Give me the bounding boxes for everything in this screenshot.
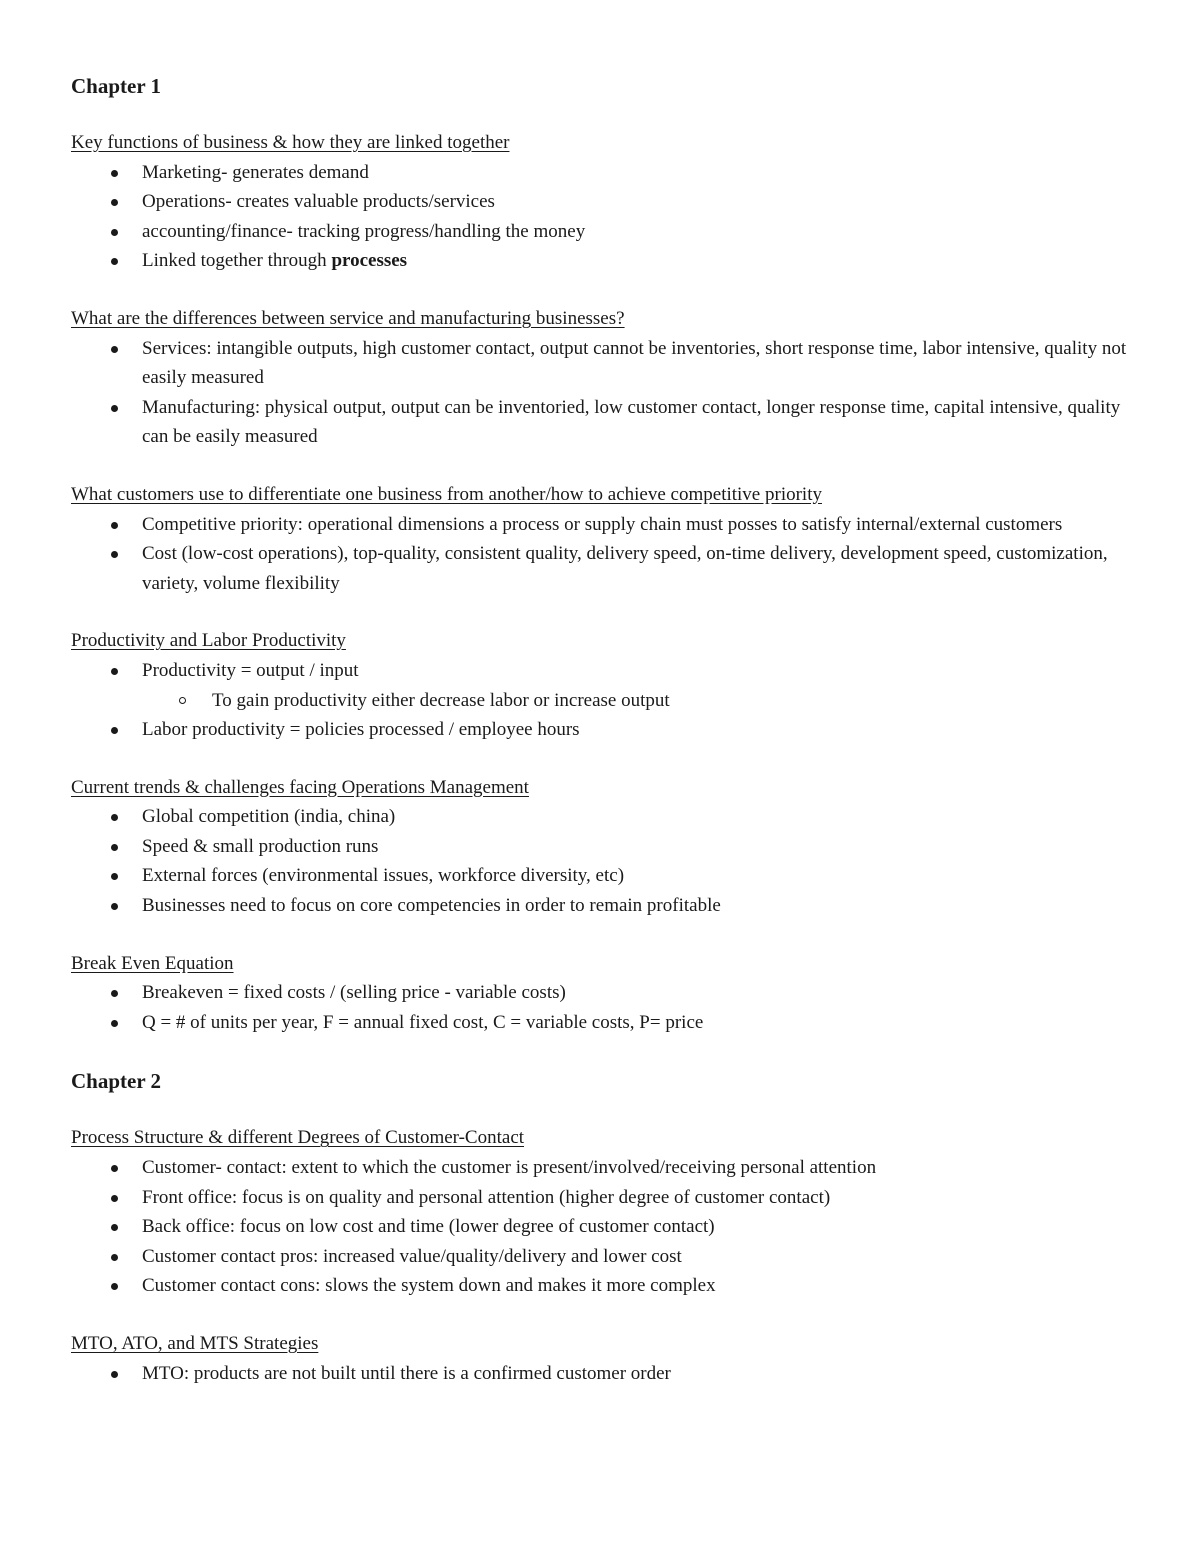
section-competitive-priority (71, 480, 1131, 598)
section-key-functions (71, 128, 1131, 276)
list-item: Labor productivity = policies processed / employee hours (71, 715, 1131, 745)
chapter-2-title: Chapter 2 (71, 1069, 162, 1094)
bullet-list (71, 158, 1131, 276)
list-item: Productivity = output / input (71, 656, 1131, 686)
section-heading: Key functions of business & how they are linked together (71, 132, 510, 153)
list-item: Businesses need to focus on core competencies in order to remain profitable (71, 891, 1131, 921)
list-item: Competitive priority: operational dimensions a process or supply chain must posses to satisfy internal/external customers (71, 510, 1131, 540)
bullet-list (71, 1153, 1131, 1301)
list-item: Customer contact cons: slows the system down and makes it more complex (71, 1271, 1131, 1301)
list-item: Cost (low-cost operations), top-quality, consistent quality, delivery speed, on-time delivery, development speed, customization, variety, volume flexibility (71, 539, 1131, 598)
section-heading: Productivity and Labor Productivity (71, 630, 346, 652)
section-heading: MTO, ATO, and MTS Strategies (71, 1333, 319, 1354)
list-item: External forces (environmental issues, workforce diversity, etc) (71, 861, 1131, 891)
list-item (71, 246, 1131, 276)
list-item: Customer- contact: extent to which the customer is present/involved/receiving personal attention (71, 1153, 1131, 1183)
section-current-trends (71, 773, 1131, 921)
list-item: Operations- creates valuable products/services (71, 187, 1131, 217)
list-item: Customer contact pros: increased value/quality/delivery and lower cost (71, 1242, 1131, 1272)
bullet-list (71, 978, 1131, 1037)
list-item: Manufacturing: physical output, output can be inventoried, low customer contact, longer response time, capital intensive, quality can be easily measured (71, 393, 1131, 452)
section-heading: Process Structure & different Degrees of Customer-Contact (71, 1127, 525, 1149)
list-item: Speed & small production runs (71, 832, 1131, 862)
section-heading: What are the differences between service and manufacturing businesses? (71, 307, 625, 329)
section-break-even (71, 949, 1131, 1038)
chapter-1-title: Chapter 1 (71, 74, 162, 98)
section-heading: Current trends & challenges facing Operations Management (71, 776, 529, 798)
section-heading: Break Even Equation (71, 952, 234, 974)
section-process-structure (71, 1123, 1131, 1301)
list-item: Back office: focus on low cost and time (lower degree of customer contact) (71, 1212, 1131, 1242)
list-item-text: Linked together through (142, 250, 332, 272)
bold-term: processes (331, 250, 408, 272)
list-item: Global competition (india, china) (71, 802, 1131, 832)
list-item: Front office: focus is on quality and personal attention (higher degree of customer contact) (71, 1183, 1131, 1213)
sub-bullet-list (71, 686, 1131, 716)
bullet-list (71, 334, 1131, 452)
bullet-list (71, 510, 1131, 599)
document-page (71, 70, 1131, 1416)
sub-list-item: To gain productivity either decrease labor or increase output (71, 686, 1131, 716)
bullet-list (71, 656, 1131, 686)
list-item: Services: intangible outputs, high customer contact, output cannot be inventories, short response time, labor intensive, quality not easily measured (71, 334, 1131, 393)
list-item: accounting/finance- tracking progress/handling the money (71, 217, 1131, 247)
list-item: Q = # of units per year, F = annual fixed cost, C = variable costs, P= price (71, 1008, 1131, 1038)
bullet-list (71, 802, 1131, 920)
bullet-list (71, 1359, 1131, 1389)
section-mto-ato-mts (71, 1329, 1131, 1388)
section-heading: What customers use to differentiate one business from another/how to achieve competitive priority (71, 483, 822, 505)
section-service-vs-manufacturing (71, 304, 1131, 452)
list-item: Marketing- generates demand (71, 158, 1131, 188)
bullet-list (71, 715, 1131, 745)
section-productivity (71, 626, 1131, 744)
list-item: MTO: products are not built until there is a confirmed customer order (71, 1359, 1131, 1389)
list-item: Breakeven = fixed costs / (selling price - variable costs) (71, 978, 1131, 1008)
